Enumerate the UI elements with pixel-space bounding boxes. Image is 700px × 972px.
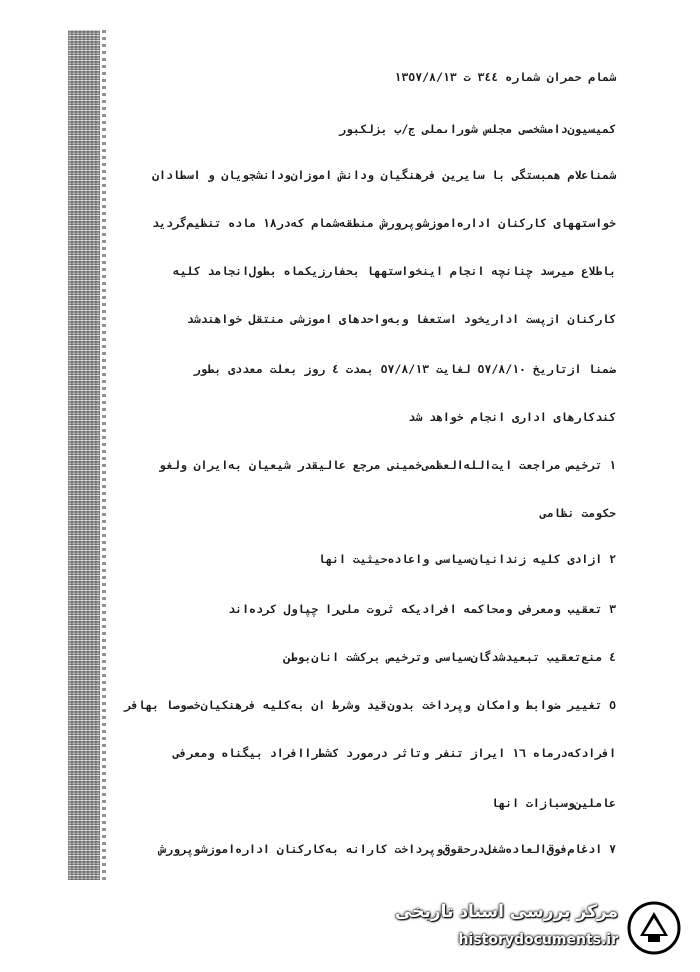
watermark-url: historydocuments.ir — [458, 932, 618, 948]
document-line: ٥ تغيير ضوابط وامكان وپرداخت بدون‌قيد وشرط ان به‌كليه فرهنكيان‌خصوصا بهافر — [124, 698, 616, 712]
document-line: باطلاع ميرسد چنانچه انجام اينخواستهها بحفارزيكماه بطول‌انجامد كليه — [172, 264, 616, 278]
document-line: ١ ترخيص مراجعت ايت‌الله‌العظمى‌خمينى مرجع عاليقدر شيعيان به‌ايران ولغو — [159, 458, 616, 472]
document-line: ٤ منع‌تعقيب تبعيدشدگان‌سياسى وترخيص بركشت انان‌بوطن — [283, 650, 616, 664]
document-line: ٧ ادغام‌فوق‌العاده‌شغل‌درحقوق‌وپرداخت كارانه به‌كاركنان اداره‌اموزشوپرورش — [159, 842, 616, 856]
document-line: كميسيون‌دامشخصى مجلس شوراىملى ج/ب بزلكبور — [339, 122, 616, 136]
watermark — [395, 898, 682, 960]
document-line: افرادكه‌درماه ١٦ ايراز تنفر وتاثر درمورد كشط‌راافراد بيگناه ومعرفى — [172, 746, 616, 760]
document-line: شمنا‌علام همبستگى با سايرين فرهنگيان ودانش اموزان‌ودانشجويان و اسطادان — [152, 168, 616, 182]
watermark-title: مرکز بررسی اسناد تاریخی — [395, 902, 618, 922]
document-line: حكومت نظامى — [539, 506, 616, 520]
document-line: كاركنان ازپست اداريخود استعفا وبه‌واحدهاى اموزشى منتقل خواهندشد — [186, 312, 616, 326]
document-line: خواستههای كاركنان اداره‌اموزشوپرورش منطقه‌شمام كه‌در١٨ ماده تنظيم‌گرديد — [152, 216, 616, 230]
document-line: كندكارهاى ادارى انجام خواهد شد — [408, 410, 616, 424]
document-header: شمام حمران شماره ٣٤٤ ت ١٣٥٧/٨/١٣ — [394, 70, 616, 84]
archive-logo-icon — [626, 900, 682, 956]
document-line: عاملين‌وسبازات انها — [491, 796, 616, 810]
document-line: ٣ تعقيب ومعرفى ومحاكمه افراديكه ثروت ملى‌را چپاول كرده‌اند — [228, 602, 616, 616]
document-line: ضمنا ازتاريخ ٥٧/٨/١٠ لغايت ٥٧/٨/١٣ بمدت ٤ روز بعلت معددى بطور — [193, 362, 616, 376]
document-line: ٢ ازادى كليه زندانيان‌سياسى واعاده‌حيثيت انها — [318, 552, 616, 566]
scan-margin-strip — [68, 30, 100, 880]
